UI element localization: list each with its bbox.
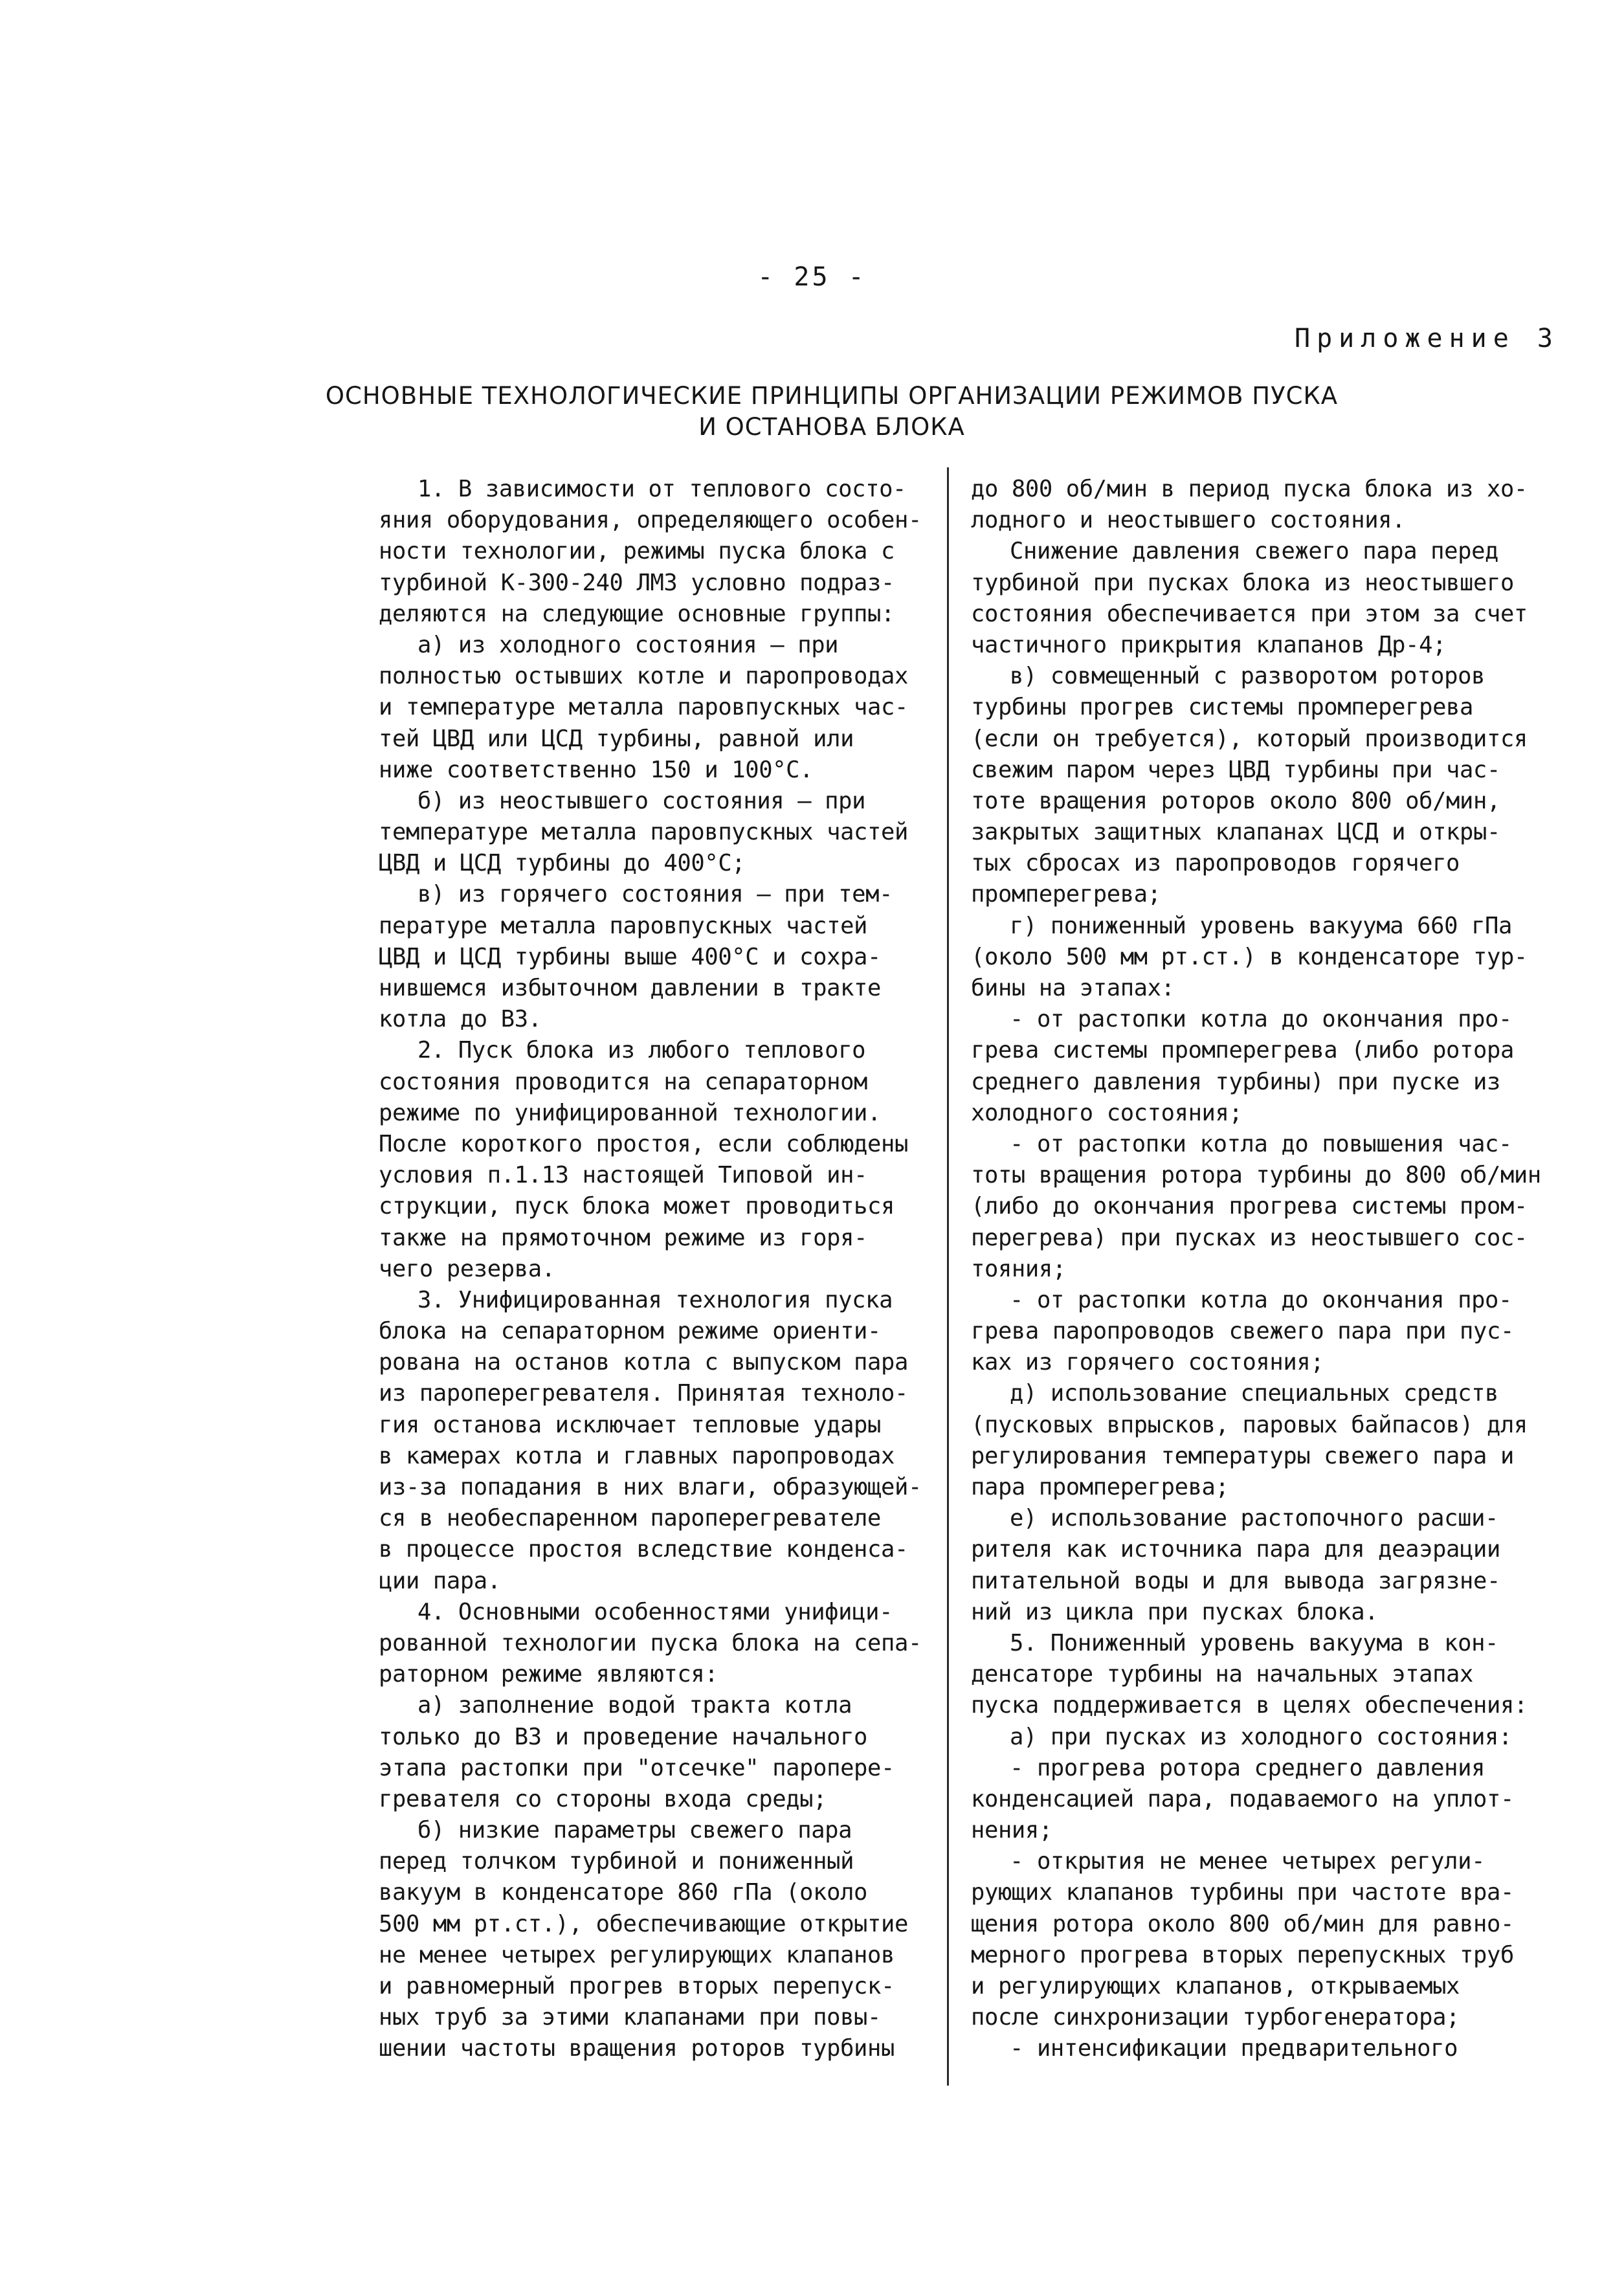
text-line: (около 500 мм рт.ст.) в конденсаторе тур-: [971, 943, 1528, 970]
text-line: (либо до окончания прогрева системы пром-: [971, 1193, 1528, 1220]
text-line: рованной технологии пуска блока на сепа-: [379, 1629, 922, 1656]
text-line: (пусковых впрысков, паровых байпасов) для: [971, 1411, 1528, 1438]
text-line: раторном режиме являются:: [379, 1661, 718, 1688]
text-line: - от растопки котла до повышения час-: [1010, 1130, 1512, 1157]
text-line: лодного и неостывшего состояния.: [971, 507, 1406, 534]
text-line: мерного прогрева вторых перепускных труб: [971, 1941, 1514, 1968]
text-line: яния оборудования, определяющего особен-: [379, 507, 922, 534]
text-line: рителя как источника пара для деаэрации: [971, 1536, 1500, 1563]
text-line: только до ВЗ и проведение начального: [379, 1723, 868, 1750]
text-line: чего резерва.: [379, 1255, 555, 1282]
text-line: грева системы промперегрева (либо ротора: [971, 1037, 1514, 1064]
text-line: грева паропроводов свежего пара при пус-: [971, 1318, 1514, 1345]
appendix-label: Приложение 3: [1295, 324, 1559, 353]
text-line: из-за попадания в них влаги, образующей-: [379, 1474, 922, 1500]
text-line: г) пониженный уровень вакуума 660 гПа: [1010, 912, 1512, 939]
text-line: блока на сепараторном режиме ориенти-: [379, 1318, 881, 1345]
text-line: тоте вращения роторов около 800 об/мин,: [971, 787, 1500, 814]
text-line: рующих клапанов турбины при частоте вра-: [971, 1879, 1514, 1906]
text-line: денсаторе турбины на начальных этапах: [971, 1661, 1473, 1688]
document-title: [194, 381, 1469, 443]
text-line: частичного прикрытия клапанов Др-4;: [971, 631, 1447, 658]
text-line: в камерах котла и главных паропроводах: [379, 1442, 895, 1469]
text-line: ЦВД и ЦСД турбины до 400°С;: [379, 850, 746, 877]
text-line: также на прямоточном режиме из горя-: [379, 1224, 868, 1251]
text-line: 500 мм рт.ст.), обеспечивающие открытие: [379, 1910, 908, 1937]
text-line: турбиной К-300-240 ЛМЗ условно подраз-: [379, 569, 895, 596]
text-line: этапа растопки при "отсечке" паропере-: [379, 1754, 895, 1781]
text-line: - от растопки котла до окончания про-: [1010, 1006, 1512, 1033]
text-line: режиме по унифицированной технологии.: [379, 1099, 881, 1126]
text-line: нения;: [971, 1817, 1052, 1844]
text-line: а) при пусках из холодного состояния:: [1010, 1723, 1512, 1750]
text-line: тоты вращения ротора турбины до 800 об/мин: [971, 1162, 1541, 1189]
text-line: Снижение давления свежего пара перед: [1010, 538, 1499, 565]
text-line: до 800 об/мин в период пуска блока из хо-: [971, 476, 1528, 502]
text-line: среднего давления турбины) при пуске из: [971, 1068, 1500, 1095]
text-line: ний из цикла при пусках блока.: [971, 1598, 1379, 1625]
text-line: а) из холодного состояния — при: [417, 631, 839, 658]
text-line: 3. Унифицированная технология пуска: [417, 1286, 893, 1313]
text-line: в) совмещенный с разворотом роторов: [1010, 663, 1485, 690]
text-line: - интенсификации предварительного: [1010, 2035, 1458, 2062]
text-line: бины на этапах:: [971, 975, 1175, 1001]
text-line: струкции, пуск блока может проводиться: [379, 1193, 895, 1220]
text-line: турбиной при пусках блока из неостывшего: [971, 569, 1514, 596]
text-line: щения ротора около 800 об/мин для равно-: [971, 1910, 1514, 1937]
text-line: питательной воды и для вывода загрязне-: [971, 1567, 1500, 1594]
text-line: свежим паром через ЦВД турбины при час-: [971, 756, 1500, 783]
text-line: полностью остывших котле и паропроводах: [379, 663, 908, 690]
text-line: деляются на следующие основные группы:: [379, 600, 895, 627]
text-line: тых сбросах из паропроводов горячего: [971, 850, 1460, 877]
text-line: - прогрева ротора среднего давления: [1010, 1754, 1485, 1781]
text-line: тей ЦВД или ЦСД турбины, равной или: [379, 725, 854, 752]
text-line: ции пара.: [379, 1567, 501, 1594]
text-line: гревателя со стороны входа среды;: [379, 1785, 827, 1812]
text-line: ности технологии, режимы пуска блока с: [379, 538, 895, 565]
text-line: закрытых защитных клапанах ЦСД и откры-: [971, 819, 1500, 846]
text-line: 5. Пониженный уровень вакуума в кон-: [1010, 1629, 1499, 1656]
text-line: котла до ВЗ.: [379, 1006, 542, 1033]
text-line: рована на останов котла с выпуском пара: [379, 1349, 908, 1376]
column-divider: [947, 467, 949, 2086]
text-line: промперегрева;: [971, 881, 1161, 908]
text-line: конденсацией пара, подаваемого на уплот-: [971, 1785, 1514, 1812]
page-number: - 25 -: [757, 262, 867, 292]
text-line: б) из неостывшего состояния — при: [417, 787, 866, 814]
text-line: и регулирующих клапанов, открываемых: [971, 1973, 1460, 1999]
text-line: перед толчком турбиной и пониженный: [379, 1848, 854, 1875]
text-line: (если он требуется), который производится: [971, 725, 1528, 752]
text-line: - от растопки котла до окончания про-: [1010, 1286, 1512, 1313]
text-line: в процессе простоя вследствие конденса-: [379, 1536, 908, 1563]
text-line: тояния;: [971, 1255, 1066, 1282]
text-line: и равномерный прогрев вторых перепуск-: [379, 1973, 895, 1999]
text-line: турбины прогрев системы промперегрева: [971, 694, 1473, 721]
text-line: - открытия не менее четырех регули-: [1010, 1848, 1485, 1875]
text-line: д) использование специальных средств: [1010, 1380, 1499, 1407]
text-line: из пароперегревателя. Принятая техноло-: [379, 1380, 908, 1407]
text-line: состояния обеспечивается при этом за счет: [971, 600, 1528, 627]
text-line: не менее четырех регулирующих клапанов: [379, 1941, 895, 1968]
text-line: После короткого простоя, если соблюдены: [379, 1130, 908, 1157]
text-line: 4. Основными особенностями унифици-: [417, 1598, 893, 1625]
text-line: после синхронизации турбогенератора;: [971, 2004, 1460, 2031]
title-line-2: И ОСТАНОВА БЛОКА: [698, 413, 965, 441]
text-line: б) низкие параметры свежего пара: [417, 1817, 852, 1844]
right-text-column: [971, 474, 1576, 2065]
text-line: пара промперегрева;: [971, 1474, 1229, 1500]
text-line: нившемся избыточном давлении в тракте: [379, 975, 881, 1001]
text-line: перегрева) при пусках из неостывшего сос-: [971, 1224, 1528, 1251]
text-line: холодного состояния;: [971, 1099, 1243, 1126]
text-line: температуре металла паровпускных частей: [379, 819, 908, 846]
text-line: состояния проводится на сепараторном: [379, 1068, 868, 1095]
text-line: и температуре металла паровпускных час-: [379, 694, 908, 721]
text-line: 1. В зависимости от теплового состо-: [417, 476, 907, 502]
text-line: ся в необеспаренном пароперегревателе: [379, 1505, 881, 1532]
text-line: е) использование растопочного расши-: [1010, 1505, 1499, 1532]
text-line: ниже соответственно 150 и 100°С.: [379, 756, 814, 783]
text-line: гия останова исключает тепловые удары: [379, 1411, 881, 1438]
text-line: ЦВД и ЦСД турбины выше 400°С и сохра-: [379, 943, 881, 970]
text-line: пуска поддерживается в целях обеспечения:: [971, 1692, 1528, 1719]
text-line: 2. Пуск блока из любого теплового: [417, 1037, 866, 1064]
text-line: вакуум в конденсаторе 860 гПа (около: [379, 1879, 868, 1906]
text-line: пературе металла паровпускных частей: [379, 912, 868, 939]
text-line: в) из горячего состояния — при тем-: [417, 881, 893, 908]
text-line: а) заполнение водой тракта котла: [417, 1692, 852, 1719]
text-line: ных труб за этими клапанами при повы-: [379, 2004, 881, 2031]
text-line: ках из горячего состояния;: [971, 1349, 1324, 1376]
text-line: регулирования температуры свежего пара и: [971, 1442, 1514, 1469]
left-text-column: [379, 474, 922, 2065]
text-line: шении частоты вращения роторов турбины: [379, 2035, 895, 2062]
text-line: условия п.1.13 настоящей Типовой ин-: [379, 1162, 868, 1189]
title-line-1: ОСНОВНЫЕ ТЕХНОЛОГИЧЕСКИЕ ПРИНЦИПЫ ОРГАНИЗАЦИИ РЕЖИМОВ ПУСКА: [325, 382, 1339, 410]
